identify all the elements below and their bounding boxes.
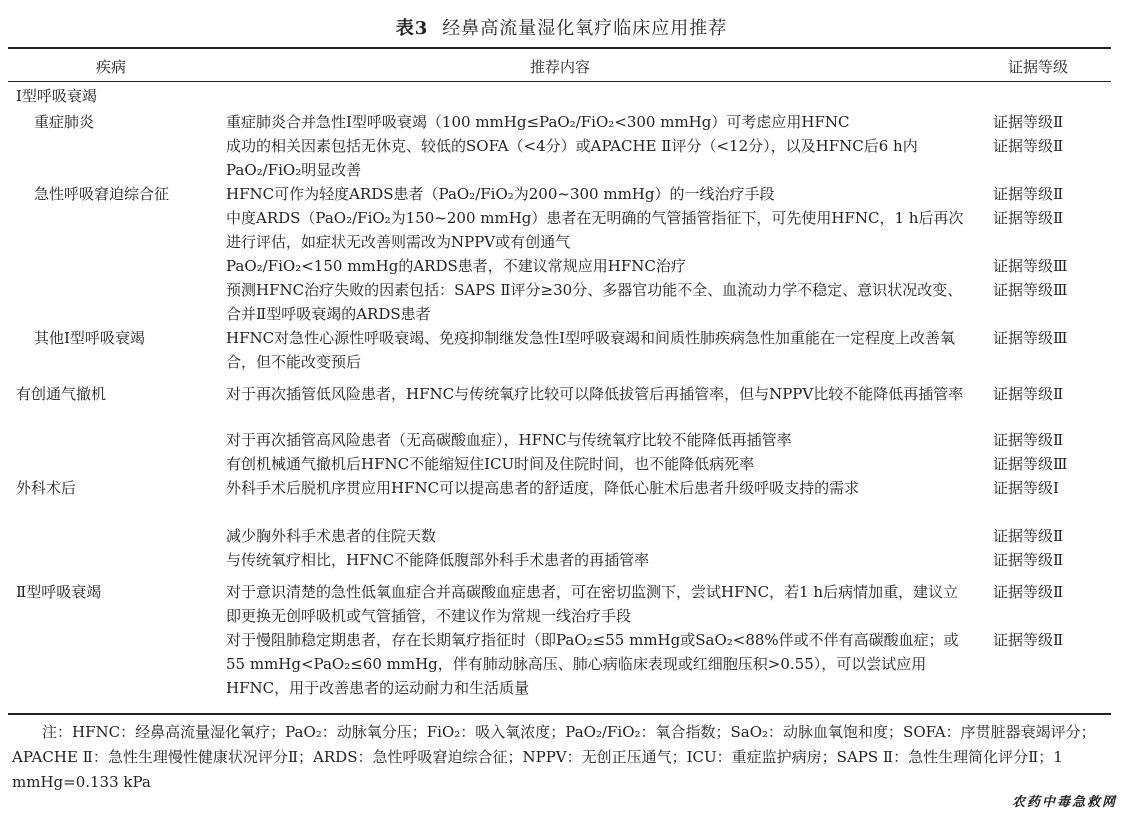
- recommendation-text: 对于再次插管低风险患者，HFNC与传统氧疗比较可以降低拔管后再插管率，但与NPPV比较不能降低再插管率: [226, 385, 964, 403]
- content-cell: [226, 580, 966, 700]
- content-cell: [226, 326, 966, 374]
- content-cell: [226, 182, 966, 326]
- content-cell: [226, 382, 966, 476]
- evidence-level: 证据等级Ⅱ: [993, 527, 1064, 545]
- disease-cell: 有创通气撤机: [16, 385, 107, 403]
- recommendation-text: HFNC可作为轻度ARDS患者（PaO₂/FiO₂为200~300 mmHg）的一线治疗手段: [226, 185, 775, 203]
- header-level: 证据等级: [1008, 58, 1069, 76]
- recommendation-text: 预测HFNC治疗失败的因素包括：SAPS Ⅱ评分≥30分、多器官功能不全、血流动力学不稳定、意识状况改变、合并Ⅱ型呼吸衰竭的ARDS患者: [226, 281, 963, 323]
- header-rule: [8, 81, 1111, 82]
- evidence-level: 证据等级Ⅱ: [993, 583, 1064, 601]
- evidence-level: 证据等级Ⅰ: [993, 479, 1059, 497]
- recommendation-text: 对于慢阻肺稳定期患者，存在长期氧疗指征时（即PaO₂≤55 mmHg或SaO₂<88%伴或不伴有高碳酸血症；或55 mmHg<PaO₂≤60 mmHg，伴有肺动脉高压、肺心病临床表现或红细胞压积>0.55），可以尝试应用HFNC，用于改善患者的运动耐力和生活质量: [226, 631, 959, 697]
- table-row: [8, 476, 1111, 580]
- disease-cell: Ⅱ型呼吸衰竭: [16, 583, 102, 601]
- recommendation-text: HFNC对急性心源性呼吸衰竭、免疫抑制继发急性Ⅰ型呼吸衰竭和间质性肺疾病急性加重能在一定程度上改善氧合，但不能改变预后: [226, 329, 956, 371]
- disease-cell: 急性呼吸窘迫综合征: [34, 185, 170, 203]
- recommendation-text: 对于再次插管高风险患者（无高碳酸血症），HFNC与传统氧疗比较不能降低再插管率: [226, 431, 792, 449]
- disease-cell: 重症肺炎: [34, 113, 95, 131]
- table-row: [8, 382, 1111, 476]
- level-cell: [993, 326, 1067, 374]
- header-disease: 疾病: [96, 58, 127, 76]
- recommendation-text: 中度ARDS（PaO₂/FiO₂为150~200 mmHg）患者在无明确的气管插管指征下，可先使用HFNC，1 h后再次进行评估，如症状无改善则需改为NPPV或有创通气: [226, 209, 964, 251]
- level-cell: [993, 382, 1067, 476]
- evidence-level: 证据等级Ⅲ: [993, 329, 1068, 347]
- evidence-level: 证据等级Ⅱ: [993, 551, 1064, 569]
- table-row: [8, 84, 1111, 110]
- disease-cell: 外科术后: [16, 479, 77, 497]
- table-body: [8, 84, 1111, 700]
- disease-cell: 其他Ⅰ型呼吸衰竭: [34, 329, 145, 347]
- recommendation-text: 外科手术后脱机序贯应用HFNC可以提高患者的舒适度，降低心脏术后患者升级呼吸支持的需求: [226, 479, 860, 497]
- header-content: 推荐内容: [530, 58, 591, 76]
- table-row: [8, 326, 1111, 382]
- recommendation-text: 有创机械通气撤机后HFNC不能缩短住ICU时间及住院时间，也不能降低病死率: [226, 455, 755, 473]
- level-cell: [993, 110, 1063, 182]
- evidence-level: 证据等级Ⅱ: [993, 631, 1064, 649]
- evidence-level: 证据等级Ⅲ: [993, 257, 1068, 275]
- recommendation-text: 减少胸外科手术患者的住院天数: [226, 527, 437, 545]
- evidence-level: 证据等级Ⅱ: [993, 137, 1064, 155]
- table-row: [8, 110, 1111, 182]
- table-row: [8, 182, 1111, 326]
- table-row: [8, 580, 1111, 700]
- recommendation-text: 与传统氧疗相比，HFNC不能降低腹部外科手术患者的再插管率: [226, 551, 650, 569]
- evidence-level: 证据等级Ⅱ: [993, 185, 1064, 203]
- content-cell: [226, 476, 966, 572]
- evidence-level: 证据等级Ⅱ: [993, 113, 1064, 131]
- recommendation-text: 对于意识清楚的急性低氧血症合并高碳酸血症患者，可在密切监测下，尝试HFNC，若1 h后病情加重，建议立即更换无创呼吸机或气管插管，不建议作为常规一线治疗手段: [226, 583, 959, 625]
- watermark: 农药中毒急救网: [1011, 795, 1117, 810]
- disease-cell: Ⅰ型呼吸衰竭: [16, 87, 97, 105]
- bottom-rule: [8, 713, 1111, 715]
- evidence-level: 证据等级Ⅲ: [993, 455, 1068, 473]
- level-cell: [993, 580, 1063, 700]
- evidence-level: 证据等级Ⅱ: [993, 209, 1064, 227]
- recommendation-text: 成功的相关因素包括无休克、较低的SOFA（<4分）或APACHE Ⅱ评分（<12分），以及HFNC后6 h内PaO₂/FiO₂明显改善: [226, 137, 918, 179]
- table-title-text: 经鼻高流量湿化氧疗临床应用推荐: [442, 18, 728, 39]
- evidence-level: 证据等级Ⅱ: [993, 431, 1064, 449]
- table-note: 注：HFNC：经鼻高流量湿化氧疗；PaO₂：动脉氧分压；FiO₂：吸入氧浓度；PaO₂/FiO₂：氧合指数；SaO₂：动脉血氧饱和度；SOFA：序贯脏器衰竭评分；APACHE Ⅱ：急性生理慢性健康状况评分Ⅱ；ARDS：急性呼吸窘迫综合征；NPPV：无创正压通气；ICU：重症监护病房；SAPS Ⅱ：急性生理简化评分Ⅱ；1 mmHg=0.133 kPa: [12, 723, 1096, 791]
- level-cell: [993, 182, 1067, 326]
- evidence-level: 证据等级Ⅲ: [993, 281, 1068, 299]
- table-title: [0, 14, 1123, 40]
- table-number: 表3: [395, 18, 429, 39]
- recommendation-text: 重症肺炎合并急性Ⅰ型呼吸衰竭（100 mmHg≤PaO₂/FiO₂<300 mmHg）可考虑应用HFNC: [226, 113, 850, 131]
- top-rule: [8, 47, 1111, 49]
- level-cell: [993, 476, 1063, 572]
- recommendation-text: PaO₂/FiO₂<150 mmHg的ARDS患者，不建议常规应用HFNC治疗: [226, 257, 686, 275]
- evidence-level: 证据等级Ⅱ: [993, 385, 1064, 403]
- content-cell: [226, 110, 966, 182]
